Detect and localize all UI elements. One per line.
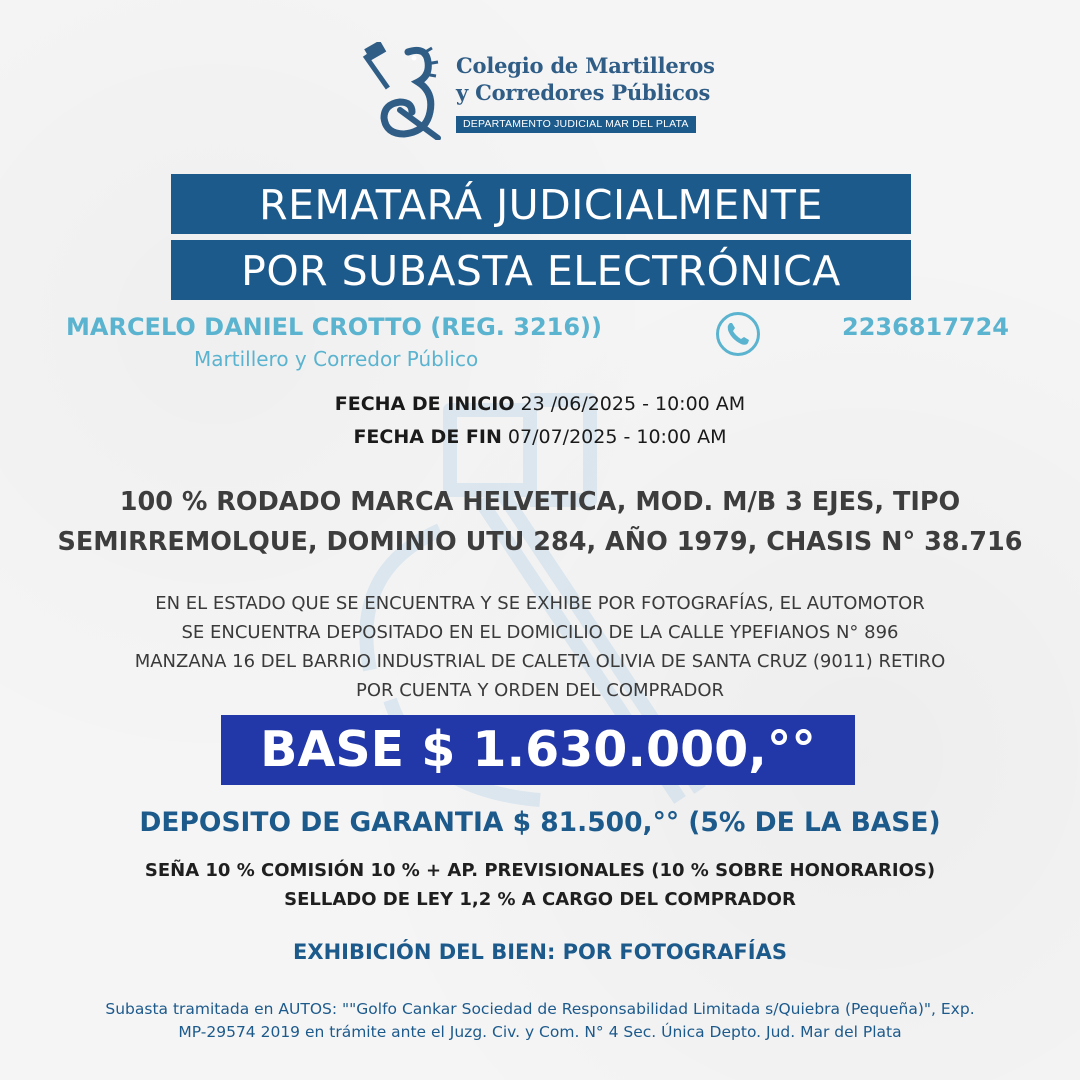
logo-title [456, 52, 715, 106]
auctioneer-role: Martillero y Corredor Público [194, 347, 479, 371]
item-desc-line3: MANZANA 16 DEL BARRIO INDUSTRIAL DE CALETA OLIVIA DE SANTA CRUZ (9011) RETIRO [134, 651, 946, 672]
legal-line1: Subasta tramitada en AUTOS: ""Golfo Cankar Sociedad de Responsabilidad Limitada s/Quiebra (Pequeña)", Exp. [105, 1000, 975, 1018]
base-price: BASE $ 1.630.000,°° [221, 715, 855, 785]
logo-title-line2: y Corredores Públicos [456, 80, 711, 105]
logo-title-line1: Colegio de Martilleros [456, 53, 715, 78]
headline-line2: POR SUBASTA ELECTRÓNICA [171, 240, 911, 300]
logo-department: DEPARTAMENTO JUDICIAL MAR DEL PLATA [456, 116, 696, 133]
start-date-value: 23 /06/2025 - 10:00 AM [514, 393, 746, 415]
legal-note [10, 998, 1070, 1044]
logo [360, 42, 720, 142]
phone-number[interactable]: 2236817724 [842, 313, 1009, 341]
gavel-seahorse-icon [360, 42, 450, 140]
item-title-line1: 100 % RODADO MARCA HELVETICA, MOD. M/B 3 EJES, TIPO [119, 487, 961, 517]
headline-line1: REMATARÁ JUDICIALMENTE [171, 174, 911, 234]
end-date-label: FECHA DE FIN [353, 426, 502, 448]
item-title-line2: SEMIRREMOLQUE, DOMINIO UTU 284, AÑO 1979, CHASIS N° 38.716 [57, 527, 1023, 557]
item-desc-line1: EN EL ESTADO QUE SE ENCUENTRA Y SE EXHIBE POR FOTOGRAFÍAS, EL AUTOMOTOR [155, 593, 925, 614]
item-desc-line2: SE ENCUENTRA DEPOSITADO EN EL DOMICILIO DE LA CALLE YPEFIANOS N° 896 [181, 622, 899, 643]
phone-icon [715, 311, 761, 357]
legal-line2: MP-29574 2019 en trámite ante el Juzg. Civ. y Com. N° 4 Sec. Única Depto. Jud. Mar del Plata [178, 1023, 902, 1041]
fees-line2: SELLADO DE LEY 1,2 % A CARGO DEL COMPRADOR [284, 889, 796, 910]
item-description [0, 589, 1080, 705]
fees-line1: SEÑA 10 % COMISIÓN 10 % + AP. PREVISIONALES (10 % SOBRE HONORARIOS) [144, 860, 936, 881]
end-date-value: 07/07/2025 - 10:00 AM [501, 426, 727, 448]
fees [0, 856, 1080, 914]
start-date [0, 393, 1080, 415]
end-date [0, 426, 1080, 448]
guarantee-deposit: DEPOSITO DE GARANTIA $ 81.500,°° (5% DE LA BASE) [139, 807, 941, 838]
item-desc-line4: POR CUENTA Y ORDEN DEL COMPRADOR [355, 680, 724, 701]
item-title [0, 482, 1080, 562]
exhibition-note: EXHIBICIÓN DEL BIEN: POR FOTOGRAFÍAS [293, 940, 787, 964]
start-date-label: FECHA DE INICIO [334, 393, 515, 415]
auctioneer-name: MARCELO DANIEL CROTTO (REG. 3216)) [66, 313, 602, 341]
